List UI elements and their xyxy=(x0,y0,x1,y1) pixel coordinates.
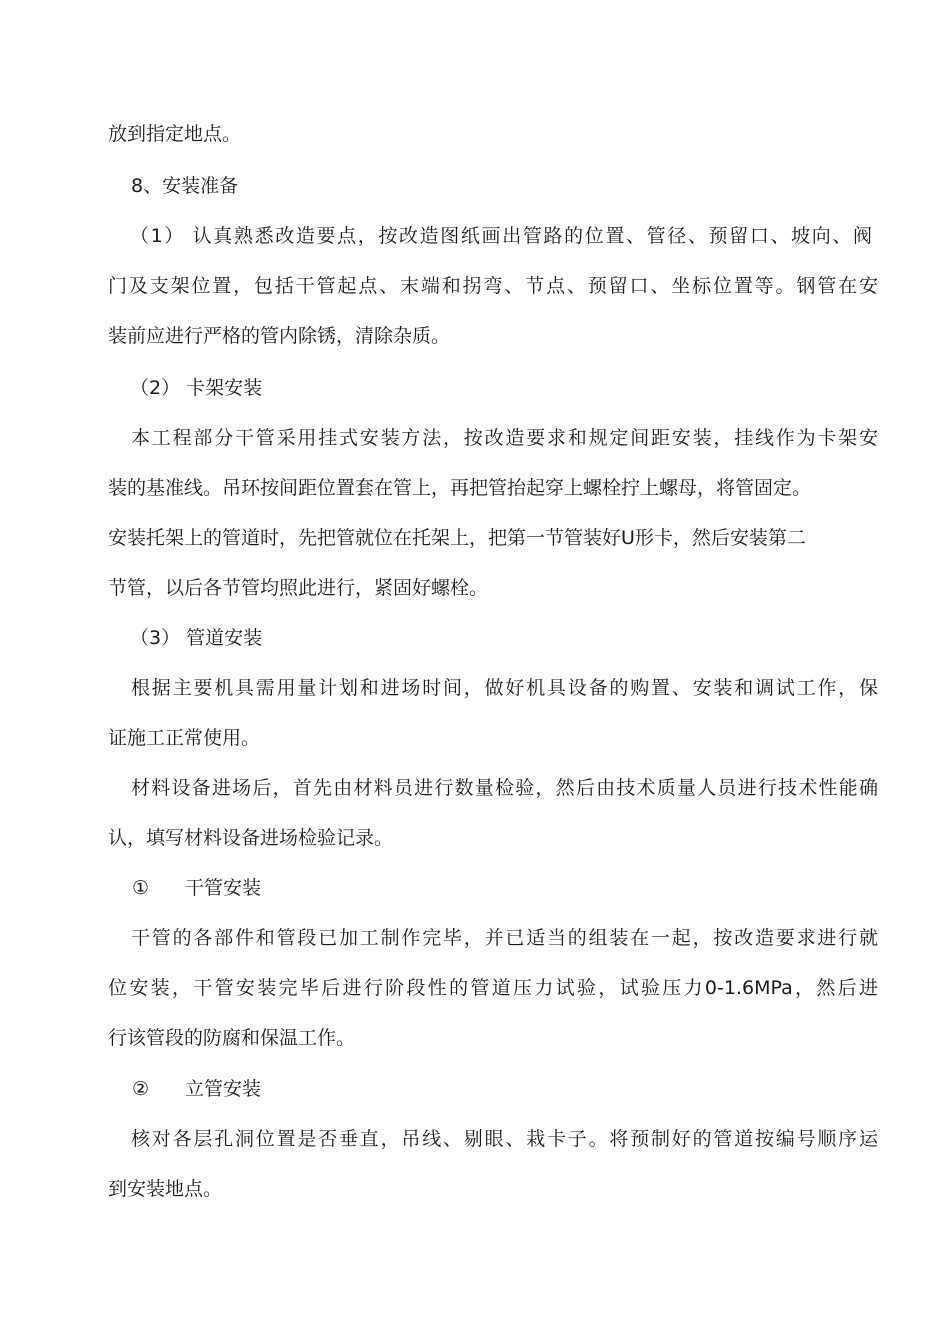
text-line: 核对各层孔洞位置是否垂直，吊线、剔眼、栽卡子。将预制好的管道按编号顺序运 xyxy=(131,1128,878,1150)
text-line: 到安装地点。 xyxy=(108,1178,223,1200)
text-line: 节管，以后各节管均照此进行，紧固好螺栓。 xyxy=(108,577,489,599)
text-line: （1） 认真熟悉改造要点，按改造图纸画出管路的位置、管径、预留口、坡向、阀 xyxy=(130,225,872,247)
text-line: 干管的各部件和管段已加工制作完毕，并已适当的组装在一起，按改造要求进行就 xyxy=(131,927,878,949)
subsection-heading: （3） 管道安装 xyxy=(130,627,263,649)
text-line: 装的基准线。吊环按间距位置套在管上，再把管抬起穿上螺栓拧上螺母，将管固定。 xyxy=(108,477,812,499)
text-line: 行该管段的防腐和保温工作。 xyxy=(108,1027,356,1049)
text-line: 认，填写材料设备进场检验记录。 xyxy=(108,827,394,849)
section-heading: 8、安装准备 xyxy=(131,175,239,197)
item-number: ① xyxy=(132,877,150,899)
text-line: 门及支架位置，包括干管起点、末端和拐弯、节点、预留口、坐标位置等。钢管在安 xyxy=(108,275,878,297)
text-line: 位安装，干管安装完毕后进行阶段性的管道压力试验，试验压力0-1.6MPa，然后进 xyxy=(108,977,878,999)
item-heading: 干管安装 xyxy=(185,877,262,899)
item-number: ② xyxy=(132,1078,150,1100)
text-line: 放到指定地点。 xyxy=(108,123,242,145)
text-line: 安装托架上的管道时，先把管就位在托架上，把第一节管装好U形卡，然后安装第二 xyxy=(108,527,806,549)
text-line: 材料设备进场后，首先由材料员进行数量检验，然后由技术质量人员进行技术性能确 xyxy=(131,777,878,799)
text-line: 根据主要机具需用量计划和进场时间，做好机具设备的购置、安装和调试工作，保 xyxy=(131,677,878,699)
text-line: 本工程部分干管采用挂式安装方法，按改造要求和规定间距安装，挂线作为卡架安 xyxy=(131,427,878,449)
item-heading: 立管安装 xyxy=(185,1078,262,1100)
text-line: 证施工正常使用。 xyxy=(108,727,261,749)
text-line: 装前应进行严格的管内除锈，清除杂质。 xyxy=(108,325,451,347)
subsection-heading: （2） 卡架安装 xyxy=(130,377,263,399)
